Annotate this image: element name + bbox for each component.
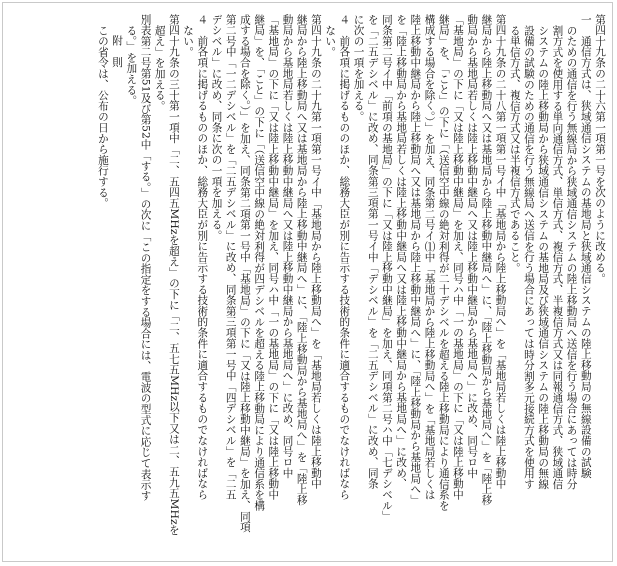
text-line: システムの陸上移動局から狭域通信システムの基地局及び狭域通信システムの陸上移動局の無線 <box>537 24 550 489</box>
text-line: 継局から陸上移動局へ又は基地局から陸上移動中継局へ」に、「陸上移動局から基地局へ」を「陸上移 <box>295 14 308 506</box>
text-line: ない。 <box>182 24 195 57</box>
text-line: 陸上移動中継局から陸上移動局へ又は基地局から陸上移動中継局へ」に、「陸上移動局から基地局へ」 <box>409 14 422 506</box>
text-line: のための通信を行う無線局から狭域通信システムの陸上移動局へ送信を行う場合にあっては時分 <box>565 24 578 489</box>
text-line: 継局から陸上移動局へ又は基地局から陸上移動中継局へ」に、「陸上移動局から基地局へ」を「陸上移 <box>480 14 493 506</box>
text-line: 「基地局」の下に「又は陸上移動中継局」を加え、同号ハ中「一の基地局」の下に「又は陸上移動中 <box>451 14 464 500</box>
text-line: 第二号中「一二デシベル」を「二五デシベル」に改め、同条第三項第一号中「四デシベル」を「二五 <box>224 14 237 500</box>
text-line: ない。 <box>324 24 337 57</box>
text-line: 割方式を使用する単向通信方式、単信方式、複信方式、半複信方式又は同報通信方式、狭域通信 <box>551 24 564 489</box>
text-line: 設備の試験のための通信を行う無線局へ送信を行う場合にあっては時分割多元接続方式を使用す <box>522 24 535 489</box>
text-line: 継局」を、「こと」の下に「（送信空中線の絶対利得が二十デシベルを超える陸上移動局により通信系を <box>437 14 450 511</box>
text-line: 第四十九条の二十八第一項第一号イ中「基地局から陸上移動局へ」を「基地局若しくは陸上移動中 <box>494 14 507 490</box>
text-line: 附 則 <box>111 35 124 68</box>
text-line: この省令は、公布の日から施行する。 <box>96 24 109 209</box>
document-body <box>9 14 607 554</box>
text-line: 超え」を加える。 <box>153 24 166 111</box>
text-line: 「基地局」の下に「又は陸上移動中継局」を加え、同号ハ中「一の基地局」の下に「又は陸上移動中 <box>267 14 280 500</box>
text-line: る。」を加える。 <box>125 24 138 106</box>
text-line: ４ 前各項に掲げるもののほか、総務大臣が別に告示する技術的条件に適合するものでなければなら <box>196 14 209 500</box>
text-line: を「陸上移動局から基地局若しくは陸上移動中継局へ又は陸上移動中継局から基地局へ」に改め、 <box>395 14 408 490</box>
text-line: 第四十九条の二十九第一項第一号イ中「基地局から陸上移動局へ」を「基地局若しくは陸上移動中 <box>309 14 322 490</box>
text-line: る単信方式、複信方式又は半複信方式であること。 <box>508 24 521 273</box>
text-line: 動局から基地局若しくは陸上移動中継局へ又は陸上移動中継局から基地局へ」に改め、同号ロ中 <box>466 14 479 479</box>
text-line: 第四十九条の二十六第一項第一号を次のように改める。 <box>594 14 606 284</box>
text-line: 動局から基地局若しくは陸上移動中継局へ又は陸上移動中継局から基地局へ」に改め、同号ロ中 <box>281 14 294 479</box>
text-line: 一 通信方式は、狭域通信システムの基地局と狭域通信システムの陸上移動局の無線設備の試験 <box>579 14 592 479</box>
text-line: 構成する場合を除く。）」を加え、同条第二号イ⑴中「基地局から陸上移動局へ」を「基地局若しくは <box>423 14 436 501</box>
text-line: 継局」を、「こと」の下に「（送信空中線の絶対利得が四デシベルを超える陸上移動局により通信系を構 <box>253 14 266 511</box>
text-line: 別表第二号第51及び第52中「する。」の次に「この指定をする場合には、電波の型式に応じて表示す <box>139 14 152 501</box>
text-line: 同条第二号イ中「前項の基地局」の下に「又は陸上移動中継局」を加え、同項第二号ハ中「七デシベル」 <box>380 14 393 522</box>
text-line: を「二五デシベル」に改め、同条第三項第一号イ中「デシベル」を「二五デシベル」に改め、同条 <box>366 14 379 490</box>
text-line: ４ 前各項に掲げるもののほか、総務大臣が別に告示する技術的条件に適合するものでなければなら <box>338 14 351 500</box>
text-line: 成する場合を除く。）」を加え、同条第二項第一号中「基地局」の下に「又は陸上移動中継局」を加え、同項 <box>238 14 251 533</box>
text-line: 第四十九条の三十第一項中「二、五四五MHzを超え」の下に「二、五七五MHz以下又は二、五九五MHzを <box>167 14 180 536</box>
text-line: デシベル」に改め、同条に次の一項を加える。 <box>210 14 223 241</box>
text-line: に次の一項を加える。 <box>352 14 365 122</box>
